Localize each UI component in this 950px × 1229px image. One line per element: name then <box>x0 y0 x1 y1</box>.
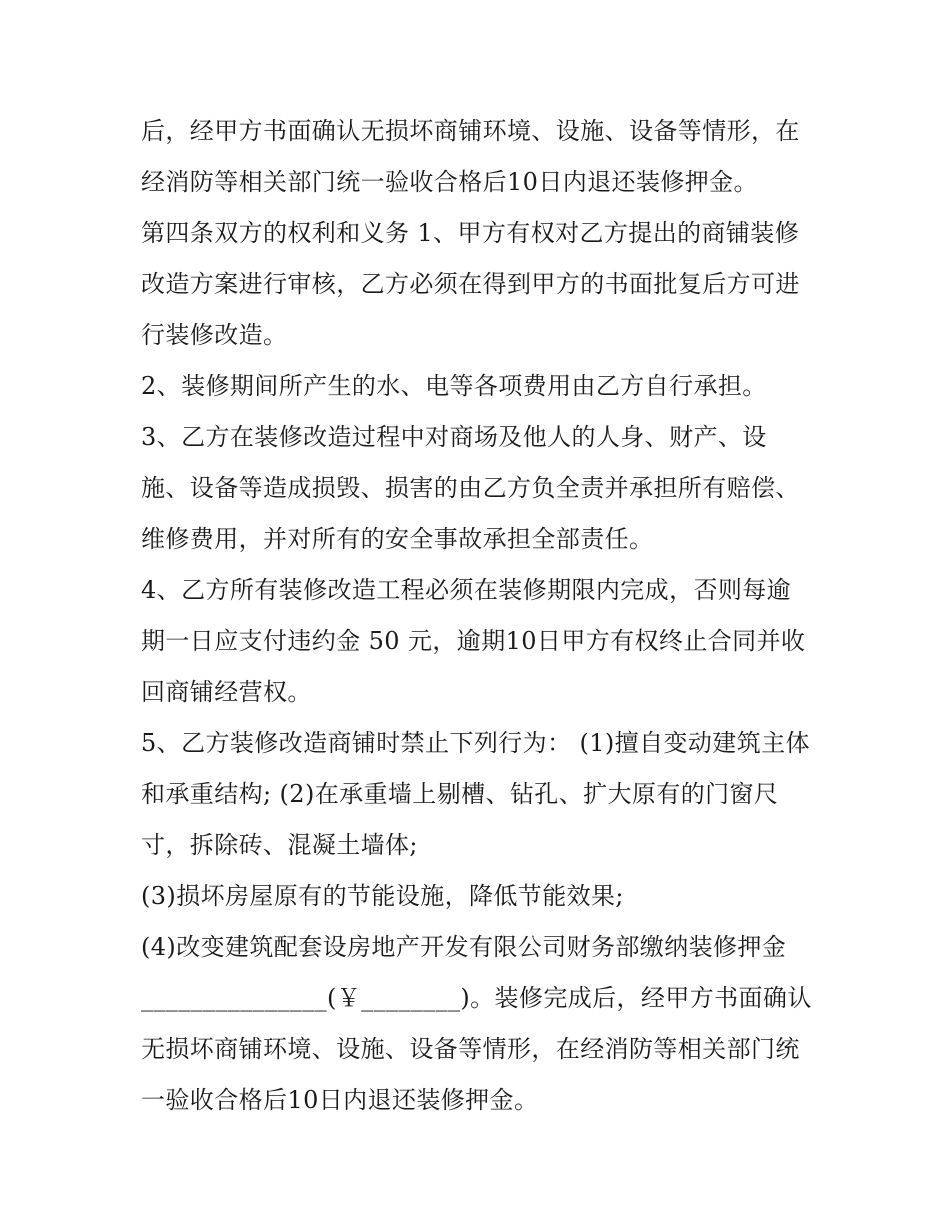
text-line: 和承重结构; (2)在承重墙上剔槽、钻孔、扩大原有的门窗尺 <box>141 780 779 808</box>
text-line: 3、乙方在装修改造过程中对商场及他人的人身、财产、设 <box>141 423 767 451</box>
text-line: (3)损坏房屋原有的节能设施，降低节能效果; <box>141 882 624 910</box>
document-body <box>141 106 821 1126</box>
text-line: 无损坏商铺环境、设施、设备等情形，在经消防等相关部门统 <box>141 1035 800 1063</box>
text-line: 第四条双方的权利和义务 1、甲方有权对乙方提出的商铺装修 <box>141 219 800 247</box>
text-line: 行装修改造。 <box>141 321 288 349</box>
text-line: (4)改变建筑配套设房地产开发有限公司财务部缴纳装修押金 <box>141 933 787 961</box>
text-line: 维修费用，并对所有的安全事故承担全部责任。 <box>141 525 654 553</box>
text-line: 4、乙方所有装修改造工程必须在装修期限内完成，否则每逾 <box>141 576 792 604</box>
text-line: 期一日应支付违约金 50 元，逾期10日甲方有权终止合同并收 <box>141 627 806 655</box>
text-line: 一验收合格后10日内退还装修押金。 <box>141 1086 539 1114</box>
text-line: 改造方案进行审核，乙方必须在得到甲方的书面批复后方可进 <box>141 270 800 298</box>
text-line: 2、装修期间所产生的水、电等各项费用由乙方自行承担。 <box>141 372 767 400</box>
text-line: 施、设备等造成损毁、损害的由乙方负全责并承担所有赔偿、 <box>141 474 800 502</box>
text-line: _______________(￥________)。装修完成后，经甲方书面确认 <box>141 984 812 1012</box>
text-line: 回商铺经营权。 <box>141 678 312 706</box>
text-line: 后，经甲方书面确认无损坏商铺环境、设施、设备等情形，在 <box>141 117 800 145</box>
text-line: 寸，拆除砖、混凝土墙体; <box>141 831 418 859</box>
text-line: 经消防等相关部门统一验收合格后10日内退还装修押金。 <box>141 168 758 196</box>
text-line: 5、乙方装修改造商铺时禁止下列行为： (1)擅自变动建筑主体 <box>141 729 810 757</box>
